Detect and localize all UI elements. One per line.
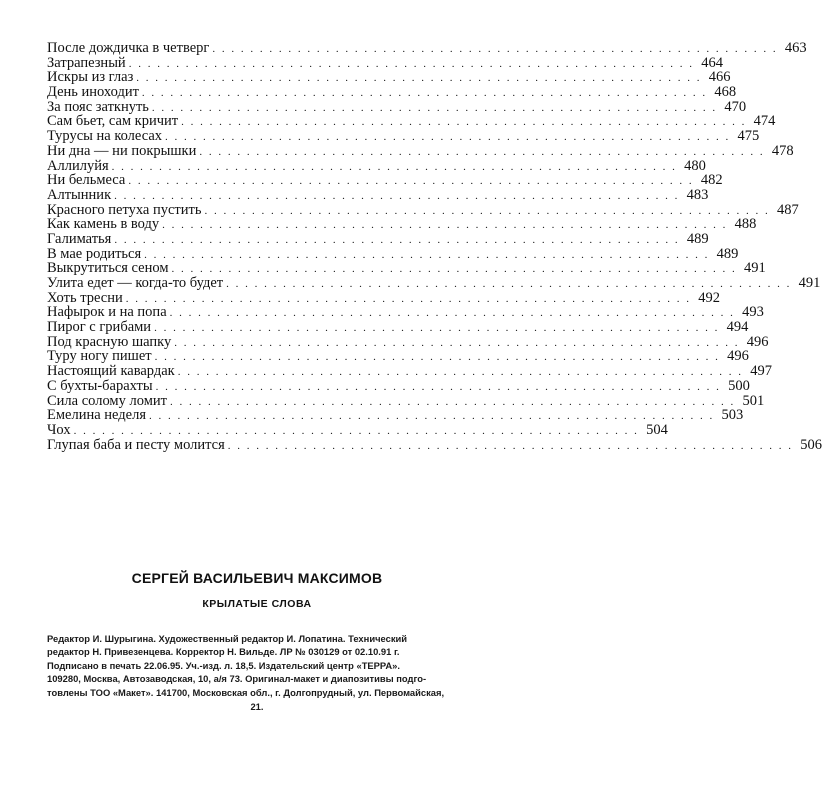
toc-leader-dots: . . . . . . . . . . . . . . . . . . . . . . . . . . . . . . . . . . . . . . . . . . . . . . . . . . . . . . . . . . . .: [212, 43, 778, 55]
author-name: СЕРГЕЙ ВАСИЛЬЕВИЧ МАКСИМОВ: [131, 570, 383, 586]
toc-entry-title: Чох: [47, 421, 71, 438]
toc-entry: [47, 436, 822, 453]
toc-entry-page: 500: [728, 377, 750, 394]
toc-leader-dots: . . . . . . . . . . . . . . . . . . . . . . . . . . . . . . . . . . . . . . . . . . . . . . . . . . . . . . . . . . . .: [114, 233, 680, 246]
toc-entry-title: Турусы на колесах: [47, 128, 163, 145]
toc-entry-title: Как камень в воду: [47, 216, 160, 233]
toc-entry-title: Галиматья: [47, 230, 112, 247]
toc-leader-dots: . . . . . . . . . . . . . . . . . . . . . . . . . . . . . . . . . . . . . . . . . . . . . . . . . . . . . . . . . . . .: [177, 366, 743, 379]
toc-entry: [47, 54, 723, 71]
toc-entry-page: 470: [724, 98, 747, 115]
toc-entry: [47, 289, 720, 306]
toc-leader-dots: . . . . . . . . . . . . . . . . . . . . . . . . . . . . . . . . . . . . . . . . . . . . . . . . . . . . . . . . . . . .: [149, 410, 715, 423]
imprint-line: Редактор И. Шурыгина. Художественный редактор И. Лопатина. Технический: [47, 633, 408, 644]
toc-leader-dots: . . . . . . . . . . . . . . . . . . . . . . . . . . . . . . . . . . . . . . . . . . . . . . . . . . . . . . . . . . . .: [181, 116, 747, 129]
toc-entry: [47, 319, 749, 336]
toc-entry-title: Глупая баба и песту молится: [47, 436, 225, 453]
imprint-line: товлены ТОО «Макет». 141700, Московская обл., г. Долгопрудный, ул. Первомайская,: [47, 686, 445, 698]
toc-entry: [47, 260, 766, 277]
toc-entry-page: 474: [753, 113, 776, 130]
toc-entry-page: 488: [734, 216, 757, 233]
toc-entry-page: 489: [716, 245, 739, 262]
toc-entry-page: 506: [800, 436, 822, 453]
toc-entry: [47, 186, 709, 203]
toc-leader-dots: . . . . . . . . . . . . . . . . . . . . . . . . . . . . . . . . . . . . . . . . . . . . . . . . . . . . . . . . . . . .: [125, 292, 691, 305]
toc-entry-page: 496: [727, 348, 749, 365]
toc-leader-dots: . . . . . . . . . . . . . . . . . . . . . . . . . . . . . . . . . . . . . . . . . . . . . . . . . . . . . . . . . . . .: [155, 380, 721, 393]
toc-entry-page: 493: [742, 304, 764, 321]
toc-leader-dots: . . . . . . . . . . . . . . . . . . . . . . . . . . . . . . . . . . . . . . . . . . . . . . . . . . . . . . . . . . . .: [154, 351, 720, 364]
toc-entry: [47, 216, 757, 233]
toc-entry-title: В мае родиться: [47, 245, 142, 262]
toc-entry: [47, 392, 765, 409]
toc-entry-page: 492: [698, 289, 720, 306]
book-title: КРЫЛАТЫЕ СЛОВА: [202, 598, 312, 610]
toc-leader-dots: . . . . . . . . . . . . . . . . . . . . . . . . . . . . . . . . . . . . . . . . . . . . . . . . . . . . . . . . . . . .: [128, 175, 694, 188]
toc-leader-dots: . . . . . . . . . . . . . . . . . . . . . . . . . . . . . . . . . . . . . . . . . . . . . . . . . . . . . . . . . . . .: [204, 204, 770, 217]
toc-entry-title: Ни бельмеса: [47, 172, 126, 189]
toc-entry-page: 464: [701, 54, 723, 71]
toc-leader-dots: . . . . . . . . . . . . . . . . . . . . . . . . . . . . . . . . . . . . . . . . . . . . . . . . . . . . . . . . . . . .: [114, 189, 680, 202]
toc-entry-title: Хоть тресни: [47, 289, 123, 306]
toc-entry-title: За пояс заткнуть: [47, 98, 149, 115]
imprint-line: редактор Н. Привезенцева. Корректор Н. Вильде. ЛР № 030129 от 02.10.91 г.: [47, 646, 400, 658]
toc-entry-title: Затрапезный: [47, 54, 126, 71]
toc-leader-dots: . . . . . . . . . . . . . . . . . . . . . . . . . . . . . . . . . . . . . . . . . . . . . . . . . . . . . . . . . . . .: [141, 87, 708, 100]
toc-entry: [47, 407, 744, 424]
toc-leader-dots: . . . . . . . . . . . . . . . . . . . . . . . . . . . . . . . . . . . . . . . . . . . . . . . . . . . . . . . . . . . .: [111, 160, 677, 173]
toc-entry: [47, 69, 731, 86]
toc-entry-title: Настоящий кавардак: [47, 363, 175, 380]
toc-leader-dots: . . . . . . . . . . . . . . . . . . . . . . . . . . . . . . . . . . . . . . . . . . . . . . . . . . . . . . . . . . . .: [199, 145, 765, 158]
toc-entry: [47, 142, 794, 159]
toc-entry-page: 466: [708, 69, 731, 86]
toc-entry-page: 475: [737, 128, 760, 145]
toc-entry-page: 480: [684, 157, 706, 174]
toc-entry-page: 482: [700, 172, 723, 189]
toc-entry-title: Нафырок и на попа: [47, 304, 167, 321]
toc-entry-title: Пирог с грибами: [47, 319, 152, 336]
toc-entry-title: Искры из глаз: [47, 69, 134, 86]
toc-entry-page: 487: [776, 201, 799, 218]
toc-leader-dots: . . . . . . . . . . . . . . . . . . . . . . . . . . . . . . . . . . . . . . . . . . . . . . . . . . . . . . . . . . . .: [169, 395, 736, 408]
toc-leader-dots: . . . . . . . . . . . . . . . . . . . . . . . . . . . . . . . . . . . . . . . . . . . . . . . . . . . . . . . . . . . .: [165, 131, 731, 144]
toc-entry: [47, 157, 706, 174]
toc-entry: [47, 128, 760, 145]
toc-entry: [47, 172, 723, 189]
imprint-line: 109280, Москва, Автозаводская, 10, а/я 73. Оригинал-макет и диапозитивы подго-: [47, 673, 427, 685]
toc-entry-title: Сила солому ломит: [47, 392, 167, 409]
toc-leader-dots: . . . . . . . . . . . . . . . . . . . . . . . . . . . . . . . . . . . . . . . . . . . . . . . . . . . . . . . . . . . .: [151, 101, 718, 114]
toc-entry-title: Красного петуха пустить: [47, 201, 202, 218]
toc-leader-dots: . . . . . . . . . . . . . . . . . . . . . . . . . . . . . . . . . . . . . . . . . . . . . . . . . . . . . . . . . . . .: [136, 72, 702, 85]
toc-entry: [47, 230, 709, 247]
toc-entry-title: Алтынник: [47, 186, 112, 203]
toc-leader-dots: . . . . . . . . . . . . . . . . . . . . . . . . . . . . . . . . . . . . . . . . . . . . . . . . . . . . . . . . . . . .: [128, 57, 694, 70]
toc-leader-dots: . . . . . . . . . . . . . . . . . . . . . . . . . . . . . . . . . . . . . . . . . . . . . . . . . . . . . . . . . . . .: [227, 439, 794, 452]
toc-entry-page: 489: [686, 230, 709, 247]
toc-entry-title: После дождичка в четверг: [47, 40, 210, 56]
toc-entry-page: 501: [742, 392, 765, 409]
toc-entry-page: 491: [798, 275, 821, 291]
toc-entry-page: 483: [686, 186, 709, 203]
toc-entry: [47, 377, 750, 394]
toc-entry: [47, 40, 807, 56]
table-of-contents: [47, 40, 822, 453]
toc-entry-page: 504: [646, 421, 668, 438]
toc-entry: [47, 421, 668, 438]
toc-entry-page: 503: [721, 407, 744, 424]
toc-entry-page: 496: [746, 333, 769, 350]
toc-leader-dots: . . . . . . . . . . . . . . . . . . . . . . . . . . . . . . . . . . . . . . . . . . . . . . . . . . . . . . . . . . . .: [73, 424, 639, 437]
imprint-line: Подписано в печать 22.06.95. Уч.-изд. л. 18,5. Издательский центр «ТЕРРА».: [47, 659, 400, 671]
toc-entry: [47, 98, 747, 115]
toc-entry-title: Выкрутиться сеном: [47, 260, 169, 277]
toc-entry-title: Аллилуйя: [47, 157, 109, 174]
toc-entry: [47, 333, 769, 350]
toc-entry-title: Ни дна — ни покрышки: [47, 142, 197, 159]
toc-entry-title: Под красную шапку: [47, 333, 172, 350]
toc-entry-page: 468: [714, 84, 737, 101]
toc-entry-title: С бухты-барахты: [47, 377, 153, 394]
imprint-block: [47, 632, 467, 713]
toc-entry-page: 494: [726, 319, 749, 336]
toc-entry: [47, 304, 764, 321]
toc-entry: [47, 275, 821, 291]
toc-leader-dots: . . . . . . . . . . . . . . . . . . . . . . . . . . . . . . . . . . . . . . . . . . . . . . . . . . . . . . . . . . . .: [174, 336, 740, 349]
toc-entry: [47, 201, 799, 218]
toc-entry-page: 491: [744, 260, 766, 277]
toc-entry-title: Сам бьет, сам кричит: [47, 113, 179, 130]
toc-entry-page: 497: [750, 363, 772, 380]
toc-entry: [47, 363, 772, 380]
toc-leader-dots: . . . . . . . . . . . . . . . . . . . . . . . . . . . . . . . . . . . . . . . . . . . . . . . . . . . . . . . . . . . .: [144, 248, 710, 261]
toc-entry: [47, 245, 739, 262]
toc-entry: [47, 348, 749, 365]
toc-entry-title: День иноходит: [47, 84, 139, 101]
toc-entry-title: Туру ногу пишет: [47, 348, 152, 365]
toc-leader-dots: . . . . . . . . . . . . . . . . . . . . . . . . . . . . . . . . . . . . . . . . . . . . . . . . . . . . . . . . . . . .: [169, 307, 735, 320]
toc-entry-title: Улита едет — когда-то будет: [47, 275, 224, 291]
toc-entry-page: 463: [784, 40, 807, 56]
toc-leader-dots: . . . . . . . . . . . . . . . . . . . . . . . . . . . . . . . . . . . . . . . . . . . . . . . . . . . . . . . . . . . .: [226, 278, 792, 290]
toc-leader-dots: . . . . . . . . . . . . . . . . . . . . . . . . . . . . . . . . . . . . . . . . . . . . . . . . . . . . . . . . . . . .: [162, 219, 728, 232]
imprint-line: 21.: [250, 701, 264, 713]
toc-entry-title: Емелина неделя: [47, 407, 147, 424]
toc-leader-dots: . . . . . . . . . . . . . . . . . . . . . . . . . . . . . . . . . . . . . . . . . . . . . . . . . . . . . . . . . . . .: [154, 322, 720, 335]
toc-entry: [47, 84, 737, 101]
toc-entry: [47, 113, 776, 130]
toc-leader-dots: . . . . . . . . . . . . . . . . . . . . . . . . . . . . . . . . . . . . . . . . . . . . . . . . . . . . . . . . . . . .: [171, 263, 737, 276]
toc-entry-page: 478: [771, 142, 794, 159]
